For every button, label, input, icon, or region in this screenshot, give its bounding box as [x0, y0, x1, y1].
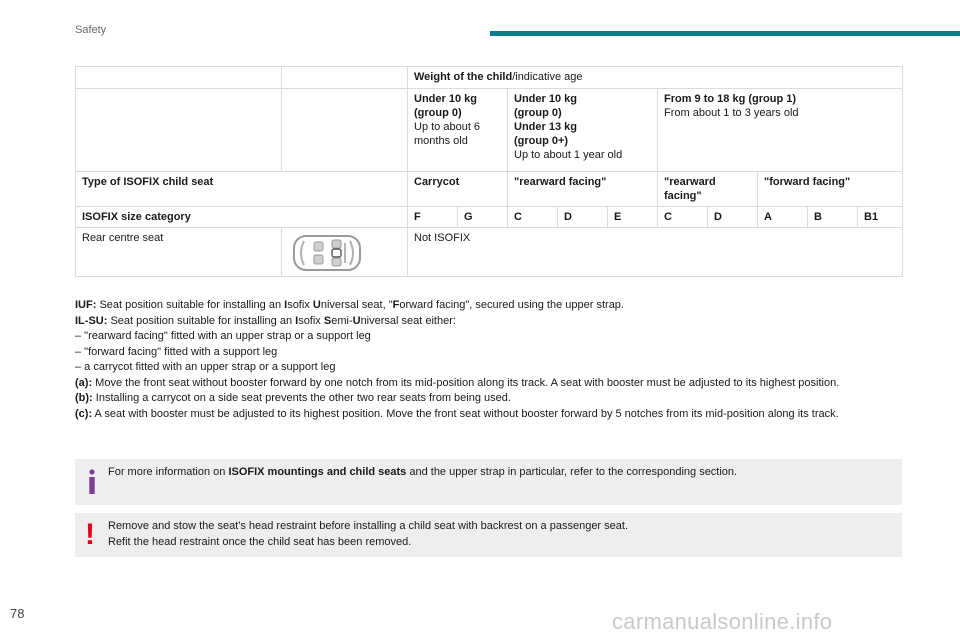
size-cell: B1: [858, 207, 903, 228]
group-line: Up to about 6: [414, 121, 481, 133]
footnote: [75, 314, 905, 330]
group-line: (group 0+): [514, 135, 569, 147]
footnote: [75, 376, 905, 392]
footnote-run: (b):: [75, 392, 93, 404]
footnote-run: IL-SU:: [75, 314, 108, 327]
group-line: (group 0): [414, 107, 462, 119]
size-cell: E: [608, 207, 658, 228]
watermark: carmanualsonline.info: [612, 609, 833, 634]
footnote-run: Installing a carrycot on a side seat prevents the other two rear seats from being used.: [92, 392, 511, 404]
footnote-run: I: [295, 314, 299, 327]
footnote: [75, 360, 905, 376]
group-line: From about 1 to 3 years old: [664, 107, 799, 119]
footnote-run: U: [352, 314, 361, 327]
weight-header-rest: /indicative age: [512, 71, 583, 83]
footnote: [75, 298, 905, 314]
info-box: [75, 459, 902, 505]
footnote-run: A seat with booster must be adjusted to its highest position. Move the front seat without booster forward by 5 notches from its mid-position along its track.: [92, 407, 839, 420]
info-text-run: ISOFIX mountings and child seats: [228, 466, 407, 478]
footnote-run: orward facing", secured using the upper strap.: [399, 299, 624, 311]
group-line: Up to about 1 year old: [514, 149, 623, 161]
weight-header: [408, 67, 903, 89]
size-cell: B: [808, 207, 858, 228]
car-seat-diagram-icon: [292, 233, 364, 273]
footnote: [75, 407, 905, 423]
seat-row-label: Rear centre seat: [76, 228, 282, 277]
group-line: From 9 to 18 kg (group 1): [664, 93, 797, 105]
info-text: [108, 465, 892, 481]
seat-row-value: Not ISOFIX: [408, 228, 903, 277]
type-cell: Carrycot: [408, 172, 508, 207]
size-cell: G: [458, 207, 508, 228]
footnote-run: niversal seat, ": [320, 299, 393, 311]
page-number: 78: [10, 606, 25, 621]
footnote: [75, 345, 905, 361]
seat-diagram-cell: [282, 228, 408, 277]
weight-header-bold: Weight of the child: [414, 71, 513, 83]
section-title: Safety: [75, 24, 107, 36]
empty-cell: [76, 89, 282, 172]
isofix-table: [75, 66, 903, 277]
info-icon: [86, 469, 98, 495]
group-line: (group 0): [514, 107, 562, 119]
footnote-run: Seat position suitable for installing an: [96, 299, 285, 311]
group-line: months old: [414, 135, 468, 147]
footnote-run: sofix: [287, 299, 313, 311]
type-cell: "rearward facing": [658, 172, 758, 207]
footnote-run: Move the front seat without booster forward by one notch from its mid-position along its track. A seat with booster must be adjusted to its highest position.: [92, 376, 840, 389]
footnote-run: – a carrycot fitted with an upper strap or a support leg: [75, 361, 336, 373]
size-cell: C: [508, 207, 558, 228]
empty-cell: [282, 67, 408, 89]
footnote-run: – "rearward facing" fitted with an upper strap or a support leg: [75, 330, 371, 342]
warning-line: Remove and stow the seat's head restraint before installing a child seat with backrest on a passenger seat.: [108, 520, 629, 532]
footnote-run: U: [312, 299, 321, 311]
footnote-run: – "forward facing" fitted with a support leg: [75, 345, 278, 358]
size-cell: F: [408, 207, 458, 228]
group-line: Under 13 kg: [514, 121, 577, 133]
warning-text: [108, 519, 892, 550]
footnote-run: (c):: [75, 407, 93, 420]
size-row-label: ISOFIX size category: [76, 207, 408, 228]
group-cell: [408, 89, 508, 172]
type-cell: "rearward facing": [508, 172, 658, 207]
info-text-run: For more information on: [108, 466, 229, 478]
group-line: Under 10 kg: [414, 93, 477, 105]
group-cell: [508, 89, 658, 172]
type-cell: "forward facing": [758, 172, 903, 207]
exclamation-icon: !: [85, 518, 95, 551]
footnote-run: emi-: [331, 314, 353, 327]
footnote: [75, 391, 905, 407]
section-accent-bar: [490, 31, 960, 36]
size-cell: D: [708, 207, 758, 228]
size-cell: A: [758, 207, 808, 228]
footnote-run: niversal seat either:: [360, 314, 456, 327]
group-cell: [658, 89, 903, 172]
footnotes: [75, 298, 905, 422]
footnote-run: S: [323, 314, 332, 327]
footnote-run: sofix: [298, 314, 324, 327]
size-cell: D: [558, 207, 608, 228]
footnote-run: I: [284, 299, 288, 311]
empty-cell: [282, 89, 408, 172]
warning-box: [75, 513, 902, 557]
group-line: Under 10 kg: [514, 93, 577, 105]
footnote-run: F: [392, 299, 400, 311]
footnote-run: IUF:: [75, 299, 97, 311]
footnote-run: Seat position suitable for installing an: [107, 314, 296, 327]
type-row-label: Type of ISOFIX child seat: [76, 172, 408, 207]
warning-line: Refit the head restraint once the child seat has been removed.: [108, 535, 412, 548]
size-cell: C: [658, 207, 708, 228]
footnote: [75, 329, 905, 345]
footnote-run: (a):: [75, 376, 93, 389]
empty-cell: [76, 67, 282, 89]
info-text-run: and the upper strap in particular, refer to the corresponding section.: [406, 466, 738, 478]
